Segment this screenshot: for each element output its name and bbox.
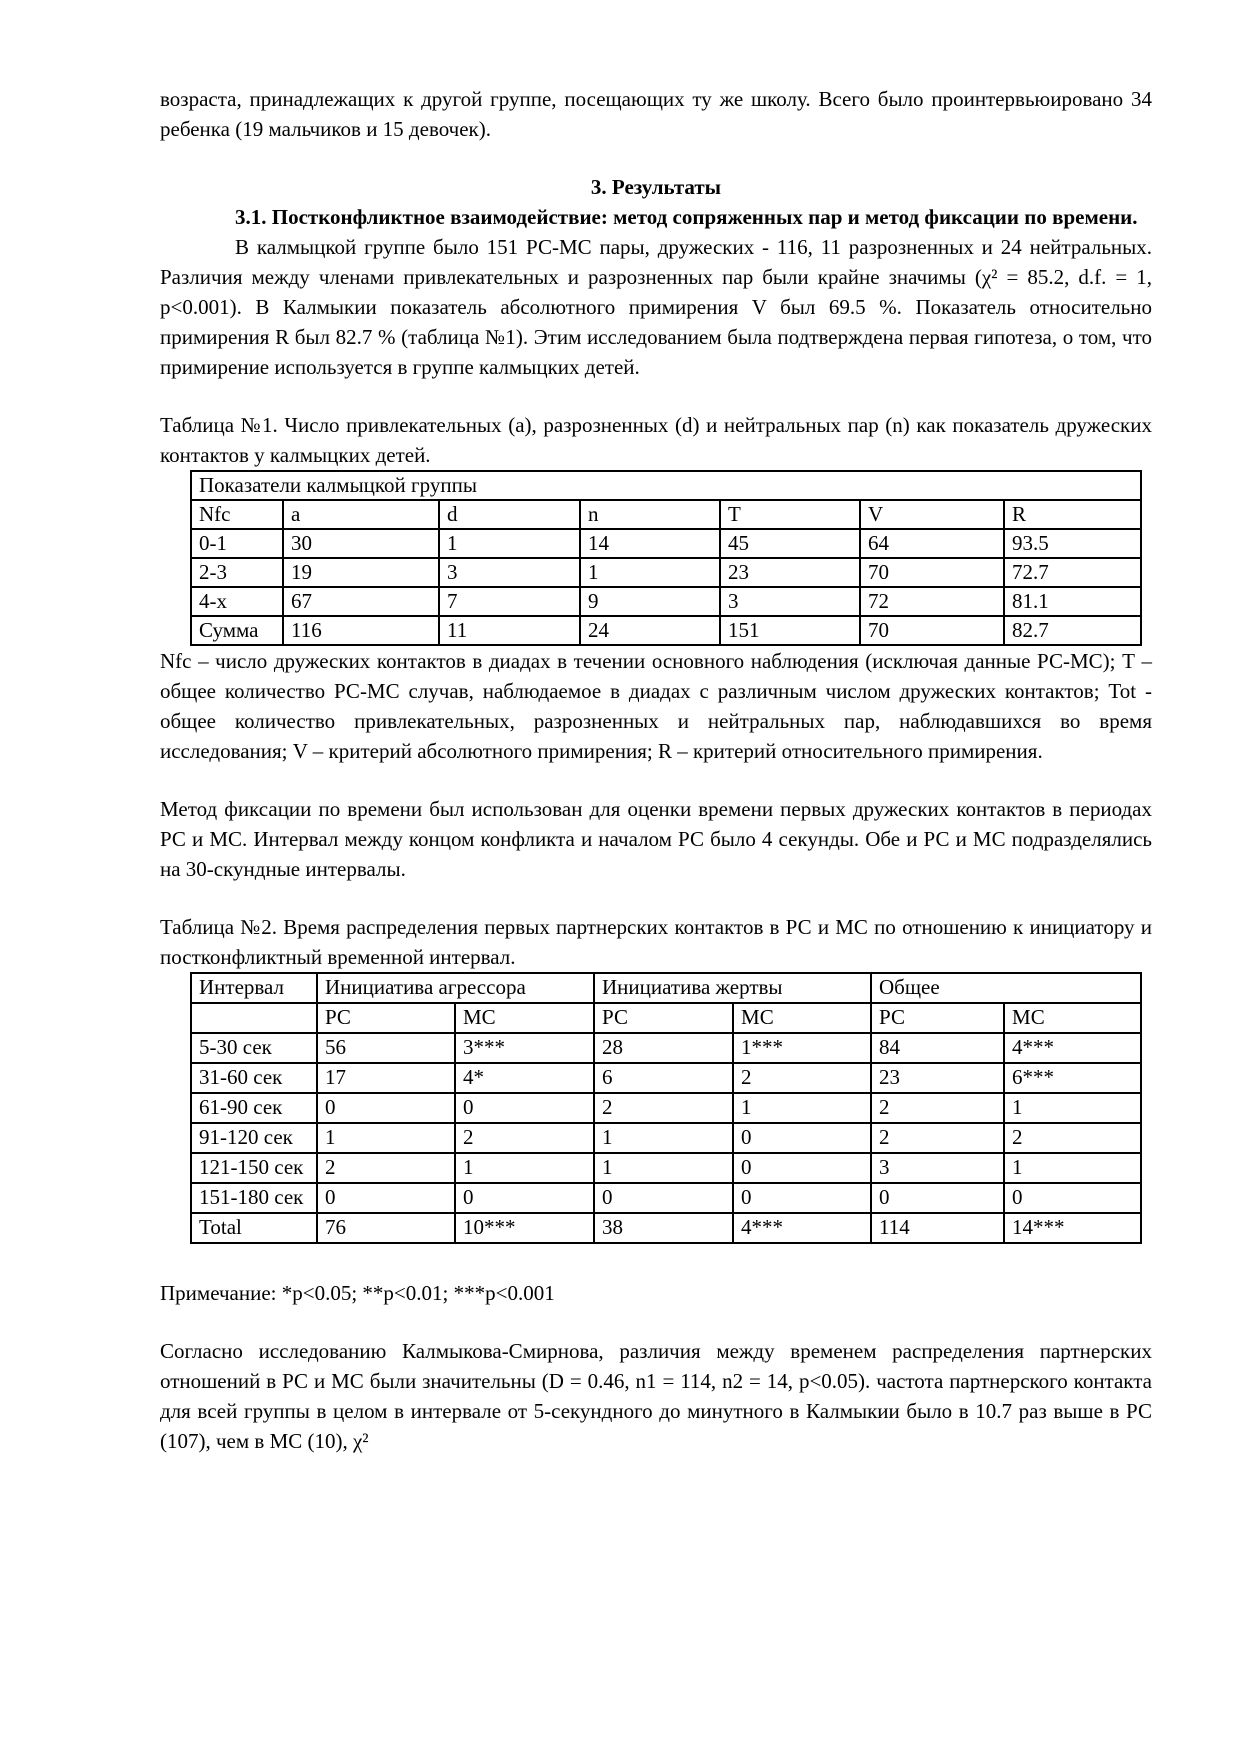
table2-data-row bbox=[191, 1033, 1141, 1063]
table2-cell: 0 bbox=[455, 1183, 594, 1213]
table2-cell: 61-90 сек bbox=[191, 1093, 317, 1123]
table1-cell: 116 bbox=[283, 616, 439, 645]
table2-cell: 2 bbox=[733, 1063, 871, 1093]
table2-data-row bbox=[191, 1123, 1141, 1153]
table2-cell: 2 bbox=[317, 1153, 455, 1183]
table1-cell: 30 bbox=[283, 529, 439, 558]
table2-subheader-row bbox=[191, 1003, 1141, 1033]
table2-cell: 1*** bbox=[733, 1033, 871, 1063]
table1-cell: 151 bbox=[720, 616, 860, 645]
table1-cell: 82.7 bbox=[1004, 616, 1141, 645]
table2-cell: 1 bbox=[733, 1093, 871, 1123]
table1-cell: 70 bbox=[860, 558, 1004, 587]
table2-cell: 1 bbox=[455, 1153, 594, 1183]
table1-cell: 2-3 bbox=[191, 558, 283, 587]
table2-cell: 84 bbox=[871, 1033, 1004, 1063]
table1-data-row bbox=[191, 529, 1141, 558]
table1-header-cell: T bbox=[720, 500, 860, 529]
table2-cell: 2 bbox=[871, 1123, 1004, 1153]
table2-data-row bbox=[191, 1153, 1141, 1183]
table1-cell: 9 bbox=[580, 587, 720, 616]
table2-cell: 151-180 сек bbox=[191, 1183, 317, 1213]
table2-cell: 0 bbox=[594, 1183, 733, 1213]
table2-cell: 6*** bbox=[1004, 1063, 1141, 1093]
table1-cell: 81.1 bbox=[1004, 587, 1141, 616]
table2-cell: 4*** bbox=[733, 1213, 871, 1243]
table1-cell: 70 bbox=[860, 616, 1004, 645]
table1-header-cell: d bbox=[439, 500, 580, 529]
table2-cell: 0 bbox=[317, 1183, 455, 1213]
table1-cell: 14 bbox=[580, 529, 720, 558]
table2-cell: 1 bbox=[1004, 1093, 1141, 1123]
table2-data-row bbox=[191, 1063, 1141, 1093]
table2-cell: 2 bbox=[455, 1123, 594, 1153]
table2-timing-distribution bbox=[190, 972, 1142, 1244]
table2-cell: 0 bbox=[455, 1093, 594, 1123]
table2-group-header-row bbox=[191, 973, 1141, 1003]
table2-group-header-cell: Инициатива агрессора bbox=[317, 973, 594, 1003]
table2-cell: 5-30 сек bbox=[191, 1033, 317, 1063]
table1-cell: 45 bbox=[720, 529, 860, 558]
table1-header-cell: a bbox=[283, 500, 439, 529]
table1-header-cell: n bbox=[580, 500, 720, 529]
table2-cell: 3*** bbox=[455, 1033, 594, 1063]
table1-cell: Сумма bbox=[191, 616, 283, 645]
table1-group-header-cell: Показатели калмыцкой группы bbox=[191, 471, 1141, 500]
table2-cell: 1 bbox=[594, 1123, 733, 1153]
table2-total-row bbox=[191, 1213, 1141, 1243]
paragraph-method: Метод фиксации по времени был использован для оценки времени первых дружеских контактов в периодах РС и МС. Интервал между концом конфликта и началом РС было 4 секунды. Обе и РС и МС подразделялись на 30-скундные интервалы. bbox=[160, 797, 1152, 881]
table1-cell: 24 bbox=[580, 616, 720, 645]
table1-cell: 1 bbox=[580, 558, 720, 587]
table2-cell: 2 bbox=[1004, 1123, 1141, 1153]
table2-subheader-cell: РС bbox=[594, 1003, 733, 1033]
table1-cell: 72.7 bbox=[1004, 558, 1141, 587]
heading-results: 3. Результаты bbox=[590, 175, 722, 199]
table1-caption: Таблица №1. Число привлекательных (a), разрозненных (d) и нейтральных пар (n) как показатель дружеских контактов у калмыцких детей. bbox=[160, 413, 1152, 467]
table2-header-cell: Интервал bbox=[191, 973, 317, 1003]
table2-cell: 114 bbox=[871, 1213, 1004, 1243]
table2-cell: 0 bbox=[871, 1183, 1004, 1213]
table1-group-header-row bbox=[191, 471, 1141, 500]
table2-cell: 31-60 сек bbox=[191, 1063, 317, 1093]
table1-cell: 93.5 bbox=[1004, 529, 1141, 558]
table2-cell: 6 bbox=[594, 1063, 733, 1093]
table2-group-header-cell: Общее bbox=[871, 973, 1141, 1003]
table2-cell: 1 bbox=[317, 1123, 455, 1153]
table2-empty-cell bbox=[191, 1003, 317, 1033]
table2-subheader-cell: МС bbox=[733, 1003, 871, 1033]
table1-cell: 64 bbox=[860, 529, 1004, 558]
table1-kalmyk-indicators bbox=[190, 470, 1142, 646]
table1-header-cell: V bbox=[860, 500, 1004, 529]
table1-cell: 72 bbox=[860, 587, 1004, 616]
significance-note: Примечание: *p<0.05; **p<0.01; ***p<0.001 bbox=[160, 1281, 555, 1305]
table2-cell: 76 bbox=[317, 1213, 455, 1243]
table2-cell: 0 bbox=[733, 1153, 871, 1183]
table2-subheader-cell: РС bbox=[871, 1003, 1004, 1033]
table2-cell: 2 bbox=[871, 1093, 1004, 1123]
table2-subheader-cell: РС bbox=[317, 1003, 455, 1033]
table1-cell: 7 bbox=[439, 587, 580, 616]
table2-cell: 28 bbox=[594, 1033, 733, 1063]
table2-group-header-cell: Инициатива жертвы bbox=[594, 973, 871, 1003]
table2-cell: 10*** bbox=[455, 1213, 594, 1243]
table1-cell: 11 bbox=[439, 616, 580, 645]
table1-cell: 23 bbox=[720, 558, 860, 587]
table2-cell: 38 bbox=[594, 1213, 733, 1243]
paragraph-kalmyk-group: В калмыцкой группе было 151 РС-МС пары, дружеских - 116, 11 разрозненных и 24 нейтральных. Различия между членами привлекательных и разрозненных пар были крайне значимы (χ² = 85.2, d.f. = 1, p<0.001). В Калмыкии показатель абсолютного примирения V был 69.5 %. Показатель относительно примирения R был 82.7 % (таблица №1). Этим исследованием была подтверждена первая гипотеза, о том, что примирение используется в группе калмыцких детей. bbox=[160, 235, 1152, 379]
table2-cell: 121-150 сек bbox=[191, 1153, 317, 1183]
table1-data-row bbox=[191, 616, 1141, 645]
table1-data-row bbox=[191, 587, 1141, 616]
table1-cell: 0-1 bbox=[191, 529, 283, 558]
table1-cell: 4-х bbox=[191, 587, 283, 616]
table2-cell: 14*** bbox=[1004, 1213, 1141, 1243]
table2-cell: 17 bbox=[317, 1063, 455, 1093]
table2-cell: 3 bbox=[871, 1153, 1004, 1183]
table2-cell: 56 bbox=[317, 1033, 455, 1063]
table1-header-cell: R bbox=[1004, 500, 1141, 529]
table1-cell: 67 bbox=[283, 587, 439, 616]
table2-cell: 91-120 сек bbox=[191, 1123, 317, 1153]
intro-paragraph: возраста, принадлежащих к другой группе, посещающих ту же школу. Всего было проинтервьюировано 34 ребенка (19 мальчиков и 15 девочек). bbox=[160, 87, 1152, 141]
table1-cell: 19 bbox=[283, 558, 439, 587]
table2-cell: 23 bbox=[871, 1063, 1004, 1093]
table2-cell: 1 bbox=[594, 1153, 733, 1183]
table2-cell: 2 bbox=[594, 1093, 733, 1123]
table1-cell: 3 bbox=[720, 587, 860, 616]
table2-caption: Таблица №2. Время распределения первых партнерских контактов в РС и МС по отношению к инициатору и постконфликтный временной интервал. bbox=[160, 915, 1152, 969]
table2-cell: 0 bbox=[733, 1183, 871, 1213]
table2-data-row bbox=[191, 1183, 1141, 1213]
table2-cell: 0 bbox=[1004, 1183, 1141, 1213]
table2-cell: 1 bbox=[1004, 1153, 1141, 1183]
heading-section-3-1: 3.1. Постконфликтное взаимодействие: метод сопряженных пар и метод фиксации по времени. bbox=[235, 205, 1138, 229]
paragraph-final: Согласно исследованию Калмыкова-Смирнова, различия между временем распределения партнерских отношений в РС и МС были значительны (D = 0.46, n1 = 114, n2 = 14, p<0.05). частота партнерского контакта для всей группы в целом в интервале от 5-секундного до минутного в Калмыкии было в 10.7 раз выше в РС (107), чем в МС (10), χ² bbox=[160, 1339, 1152, 1453]
table2-cell: 0 bbox=[317, 1093, 455, 1123]
table1-data-row bbox=[191, 558, 1141, 587]
table1-header-row bbox=[191, 500, 1141, 529]
table2-cell: Total bbox=[191, 1213, 317, 1243]
table1-note: Nfc – число дружеских контактов в диадах в течении основного наблюдения (исключая данные РС-МС); Т – общее количество РС-МС случав, наблюдаемое в диадах с различным числом дружеских контактов; Tot - общее количество привлекательных, разрозненных и нейтральных пар, наблюдавшихся во время исследования; V – критерий абсолютного примирения; R – критерий относительного примирения. bbox=[160, 649, 1152, 763]
table1-cell: 3 bbox=[439, 558, 580, 587]
table2-data-row bbox=[191, 1093, 1141, 1123]
table2-cell: 4*** bbox=[1004, 1033, 1141, 1063]
table2-subheader-cell: МС bbox=[455, 1003, 594, 1033]
table2-cell: 4* bbox=[455, 1063, 594, 1093]
table2-subheader-cell: МС bbox=[1004, 1003, 1141, 1033]
table1-header-cell: Nfc bbox=[191, 500, 283, 529]
table1-cell: 1 bbox=[439, 529, 580, 558]
table2-cell: 0 bbox=[733, 1123, 871, 1153]
